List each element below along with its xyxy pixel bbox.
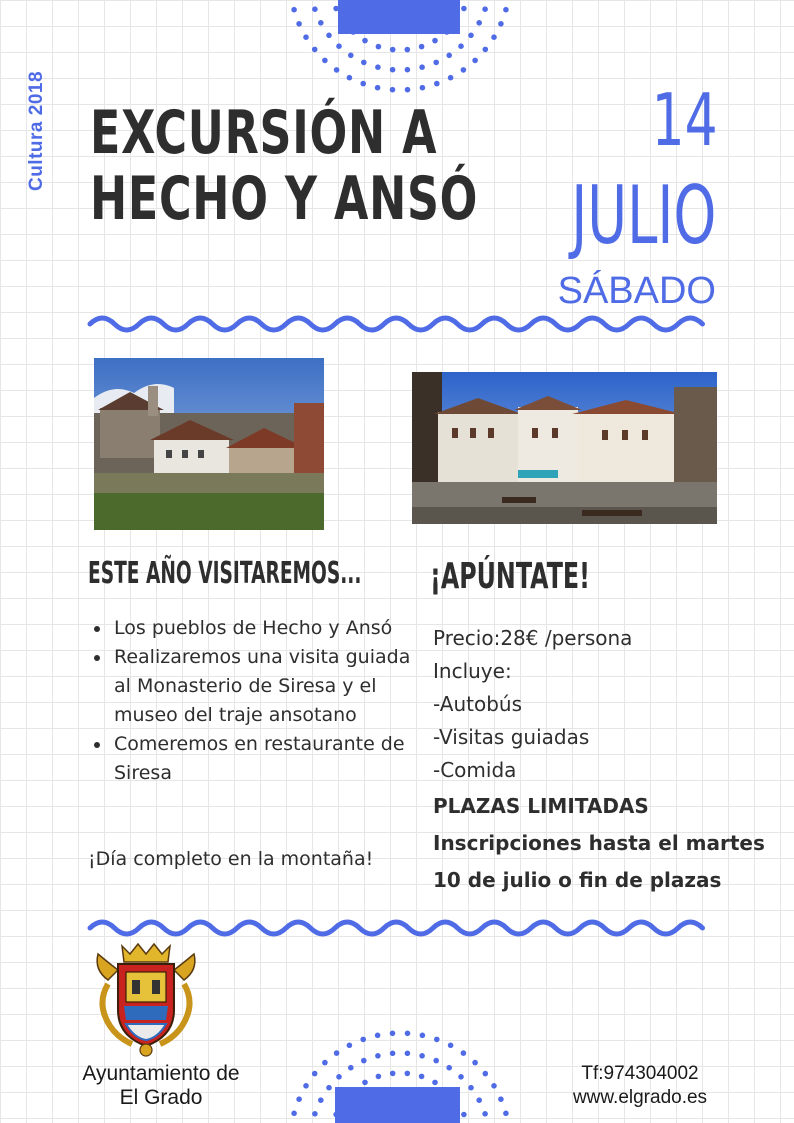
website-link[interactable]: www.elgrado.es [572,1087,708,1108]
includes-label: Incluye: [433,659,512,683]
org-line-2: El Grado [119,1086,203,1109]
wave-divider-top [86,312,716,342]
price-info [433,622,773,787]
plaza-photo [412,372,717,524]
title-line-1: EXCURSIÓN A [90,98,438,168]
org-line-1: Ayuntamiento de [82,1062,240,1085]
includes-item: -Visitas guiadas [433,725,590,749]
price-line: Precio:28€ /persona [433,626,633,650]
includes-item: -Comida [433,758,517,782]
title-line-2: HECHO Y ANSÓ [90,164,479,234]
visit-list [88,614,414,788]
bottom-accent-bar [335,1087,460,1123]
registration-info [433,788,773,899]
coat-of-arms-icon [88,940,204,1058]
includes-item: -Autobús [433,692,523,716]
closing-text: ¡Día completo en la montaña! [88,848,374,870]
phone-number: Tf:974304002 [581,1063,699,1084]
right-heading: ¡APÚNTATE! [430,556,590,597]
page-title [90,98,479,234]
list-item: Realizaremos una visita guiada al Monasterio de Siresa y el museo del traje ansotano [114,643,414,730]
registration-deadline: Inscripciones hasta el martes 10 de julio o fin de plazas [433,831,765,892]
side-tag [2,70,72,192]
organization-name [56,1062,266,1110]
date-weekday: SÁBADO [557,270,716,312]
contact-info [555,1062,725,1110]
date-month: JULIO [570,169,716,262]
list-item: Los pueblos de Hecho y Ansó [114,614,414,643]
list-item: Comeremos en restaurante de Siresa [114,730,414,788]
village-photo [94,358,324,530]
side-tag-text: Cultura 2018 [26,70,48,192]
date-day: 14 [652,78,718,162]
left-heading: ESTE AÑO VISITAREMOS... [88,556,362,591]
limited-places: PLAZAS LIMITADAS [433,794,649,818]
top-accent-bar [338,0,460,34]
